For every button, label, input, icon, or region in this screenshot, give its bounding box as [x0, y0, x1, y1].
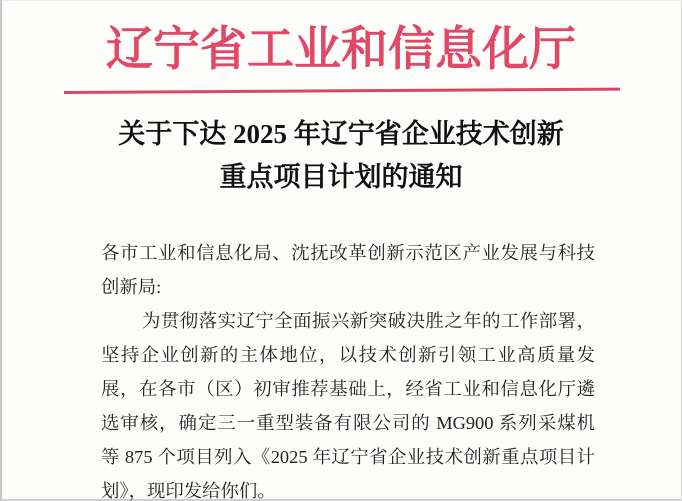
salutation-line-1: 各市工业和信息化局、沈抚改革创新示范区产业发展与科技: [101, 243, 595, 263]
paragraph-line-4: 选审核，确定三一重型装备有限公司的 MG900 系列采煤机: [101, 413, 595, 433]
paragraph-line-3: 展，在各市（区）初审推荐基础上，经省工业和信息化厅遴: [101, 379, 595, 399]
document-title-line-1: 关于下达 2025 年辽宁省企业技术创新: [118, 119, 564, 149]
paragraph-line-2: 坚持企业创新的主体地位，以技术创新引领工业高质量发: [101, 345, 595, 365]
paragraph-line-5: 等 875 个项目列入《2025 年辽宁省企业技术创新重点项目计: [101, 447, 595, 467]
letterhead-divider-line: [64, 88, 620, 94]
letterhead-agency-name: 辽宁省工业和信息化厅: [106, 24, 576, 76]
salutation-line-2: 创新局:: [101, 277, 162, 297]
document-body: [101, 236, 595, 501]
paragraph-line-6: 划》，现印发给你们。: [101, 481, 276, 501]
document-title: [0, 113, 682, 199]
document-title-line-2: 重点项目计划的通知: [219, 162, 463, 192]
paragraph-line-1: 为贯彻落实辽宁全面振兴新突破决胜之年的工作部署，: [142, 311, 595, 331]
